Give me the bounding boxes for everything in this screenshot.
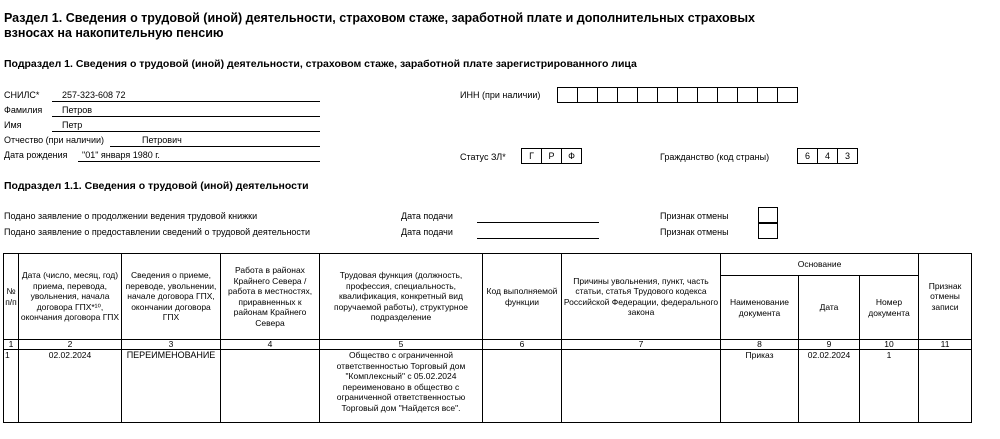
header-date: Дата (число, месяц, год) приема, перевода, увольнения, начала договора ГПХ*¹⁰, окончания договора ГПХ <box>19 254 122 340</box>
row-num: 1 <box>4 350 19 423</box>
patronymic-label: Отчество (при наличии) <box>4 135 105 145</box>
header-basis: Основание <box>721 254 919 276</box>
status-label: Статус ЗЛ* <box>460 152 506 162</box>
snils-label: СНИЛС* <box>4 90 40 100</box>
firstname-value[interactable]: Петр <box>62 120 83 130</box>
continue-cancel-box[interactable] <box>758 207 778 223</box>
row-date: 02.02.2024 <box>19 350 122 423</box>
inn-boxes[interactable] <box>557 87 798 103</box>
section-title-line1: Раздел 1. Сведения о трудовой (иной) деятельности, страховом стаже, заработной плате и дополнительных страховых <box>4 11 755 25</box>
header-doc-date: Дата <box>799 276 860 340</box>
subsection11-title: Подраздел 1.1. Сведения о трудовой (иной) деятельности <box>4 180 309 192</box>
continue-date-field[interactable] <box>477 222 599 223</box>
provide-date-label: Дата подачи <box>401 227 453 237</box>
provide-date-field[interactable] <box>477 238 599 239</box>
row-doc-name: Приказ <box>721 350 799 423</box>
row-cancel <box>919 350 972 423</box>
section-title-line2: взносах на накопительную пенсию <box>4 26 224 40</box>
provide-cancel-label: Признак отмены <box>660 227 729 237</box>
header-info: Сведения о приеме, переводе, увольнении, начале договора ГПХ, окончании договора ГПХ <box>122 254 221 340</box>
patronymic-underline <box>110 146 320 147</box>
lastname-underline <box>52 116 320 117</box>
citizenship-boxes[interactable]: 6 4 3 <box>797 148 858 164</box>
firstname-underline <box>52 131 320 132</box>
snils-underline <box>52 101 320 102</box>
provide-application-label: Подано заявление о предоставлении сведений о трудовой деятельности <box>4 227 311 237</box>
header-cancel: Признак отмены записи <box>919 254 972 340</box>
row-function: Общество с ограниченной ответственностью Торговый дом "Комплексный" с 05.02.2024 переименовано в общество с ограниченной ответственностью Торговый дом "Найдется все". <box>320 350 483 423</box>
continue-date-label: Дата подачи <box>401 211 453 221</box>
column-numbers-row: 1 2 3 4 5 6 7 8 9 10 11 <box>4 340 972 350</box>
row-reasons <box>562 350 721 423</box>
header-reasons: Причины увольнения, пункт, часть статьи, статья Трудового кодекса Российской Федерации, федерального закона <box>562 254 721 340</box>
birthdate-underline <box>78 161 320 162</box>
header-num: № п/п <box>4 254 19 340</box>
work-activity-table <box>3 253 972 423</box>
provide-cancel-box[interactable] <box>758 223 778 239</box>
firstname-label: Имя <box>4 120 22 130</box>
header-north: Работа в районах Крайнего Севера / работа в местностях, приравненных к районам Крайнего Севера <box>221 254 320 340</box>
status-boxes[interactable]: Г Р Ф <box>521 148 582 164</box>
subsection1-title: Подраздел 1. Сведения о трудовой (иной) деятельности, страховом стаже, заработной плате зарегистрированного лица <box>4 58 637 70</box>
citizenship-label: Гражданство (код страны) <box>660 152 770 162</box>
row-code <box>483 350 562 423</box>
patronymic-value[interactable]: Петрович <box>142 135 182 145</box>
continue-cancel-label: Признак отмены <box>660 211 729 221</box>
header-doc-name: Наименование документа <box>721 276 799 340</box>
row-doc-date: 02.02.2024 <box>799 350 860 423</box>
birthdate-label: Дата рождения <box>4 150 68 160</box>
continue-application-label: Подано заявление о продолжении ведения трудовой книжки <box>4 211 258 221</box>
row-north <box>221 350 320 423</box>
row-info: ПЕРЕИМЕНОВАНИЕ <box>122 350 221 423</box>
header-function: Трудовая функция (должность, профессия, специальность, квалификация, конкретный вид поручаемой работы), структурное подразделение <box>320 254 483 340</box>
birthdate-value[interactable]: "01" января 1980 г. <box>82 150 160 160</box>
table-row <box>4 350 972 423</box>
header-code: Код выполняемой функции <box>483 254 562 340</box>
snils-value[interactable]: 257-323-608 72 <box>62 90 126 100</box>
lastname-label: Фамилия <box>4 105 43 115</box>
lastname-value[interactable]: Петров <box>62 105 93 115</box>
inn-label: ИНН (при наличии) <box>460 90 541 100</box>
row-doc-number: 1 <box>860 350 919 423</box>
header-doc-number: Номер документа <box>860 276 919 340</box>
